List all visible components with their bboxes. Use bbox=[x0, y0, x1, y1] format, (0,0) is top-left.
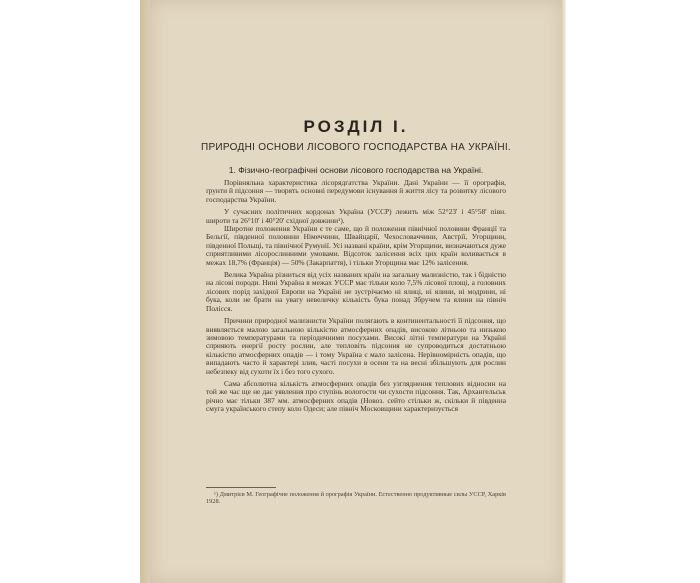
paragraph: Сама абсолютна кількість атмосферних опадів без узгляднення теплових відносин на той же час ще не дає уявлення про ступінь вологости чи сухости підсоння. Так, Архангельськ річно має тільки 387 мм. атмосферних опадів (Новоз. сейто стільки ж, скільки й південна смуга українського степу коло Одеси; але північ Московщини характеризується bbox=[206, 378, 506, 414]
paragraph: Порівняльна характеристика лісорядгатства України. Дані України — її орографія, ґрунти й підсоння — творять основні передумови існування й життя лісу та розвитку лісового господарства України. bbox=[206, 178, 506, 204]
body-text bbox=[206, 179, 506, 414]
footnote-divider bbox=[206, 487, 276, 488]
paragraph: Велика Україна різниться від усіх названих країн на загальну мализністю, так і бідністю на лісові породи. Нині Україна в межах УССР має тільки коло 7,5% лісової площі, а головних лісових порід західної Европи на Україні не зустрічаємо ні ялиці, ні ялини, ні модрини, ні бука, коли не брати на увагу невеличку кількість бука понад Збручем та ялини на північ Полісся. bbox=[206, 270, 506, 313]
chapter-subtitle: ПРИРОДНІ ОСНОВИ ЛІСОВОГО ГОСПОДАРСТВА НА УКРАЇНІ. bbox=[200, 142, 512, 153]
chapter-title: РОЗДІЛ І. bbox=[303, 117, 409, 136]
section-heading: 1. Фізично-географічні основи лісового господарства на Україні. bbox=[228, 165, 484, 175]
book-page bbox=[150, 0, 562, 583]
paragraph: Широтне положення України є те саме, що й положення північної половини Франції та Бельгії, південної половини Німеччини, Швайцарії, Чехословаччини, Австрії, Угорщини, південної Польщі, та північної Румунії. Усі названі країни, крім Угорщини, визначаються дуже сприятливими лісорослинними умовами. Відсоток залісення всіх цих країн коливається в межах 18,7% (Франція) — 50% (Закарпаття), і тільки Угорщина має 12% залісення. bbox=[206, 224, 506, 267]
paragraph: Причини природної мализнисти України полягають в континентальності її підсоння, що виявляється малою загальною кількістю атмосферних опадів, високою літньою та низькою зимовою температурами та періодичними посухами. Високі літні температури на Україні сприяють енергії росту рослин, але тепловіть підсоння не супроводиться достатньою кількістю атмосферних опадів — і тому Україна є мало залісена. Нерівномірність опадів, що випадають часто й характері злив, часті посухи в осени та на весні збільшують для рослин небезпеку від сухоти їх і без того сухого. bbox=[206, 316, 506, 376]
paragraph: У сучасних політичних кордонах Україна (УССР) лежить між 52°23' і 45°58' півн. широти та 26°10' і 40°20' східної довжини¹). bbox=[206, 207, 506, 225]
footnote: ¹) Дмитрієв М. Географічне положення й орографія України. Естественно продуктивные силы УССР, Харків 1928. bbox=[206, 491, 506, 506]
